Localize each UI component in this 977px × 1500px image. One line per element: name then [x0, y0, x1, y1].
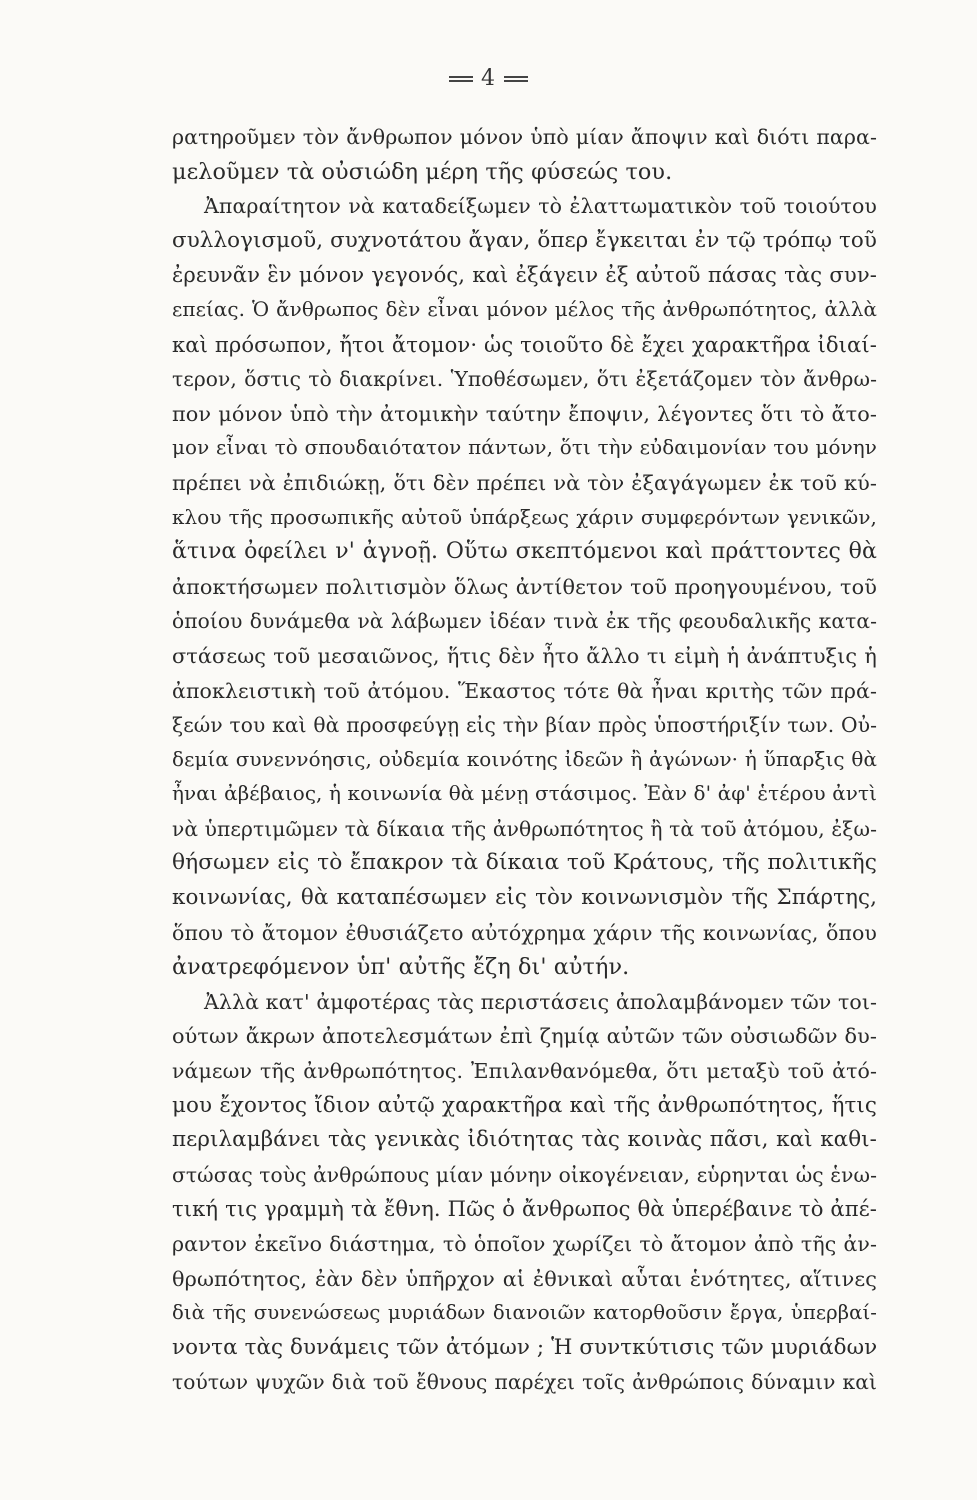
- text-line: ὁποίου δυνάμεθα νὰ λάβωμεν ἰδέαν τινὰ ἐκ τῆς φεουδαλικῆς κατα-: [172, 609, 877, 634]
- text-line: κοινωνίας, θὰ καταπέσωμεν εἰς τὸν κοινωνισμὸν τῆς Σπάρτης,: [172, 885, 877, 911]
- page-number-right-rule: [504, 76, 528, 82]
- text-line: ἀποκτήσωμεν πολιτισμὸν ὅλως ἀντίθετον τοῦ προηγουμένου, τοῦ: [172, 574, 877, 599]
- page-number: [0, 66, 977, 91]
- text-line: ρατηροῦμεν τὸν ἄνθρωπον μόνον ὑπὸ μίαν ἄποψιν καὶ διότι παρα-: [172, 125, 877, 149]
- text-line: πρέπει νὰ ἐπιδιώκῃ, ὅτι δὲν πρέπει νὰ τὸν ἐξαγάγωμεν ἐκ τοῦ κύ-: [172, 470, 877, 495]
- text-line: συλλογισμοῦ, συχνοτάτου ἄγαν, ὅπερ ἔγκειται ἐν τῷ τρόπῳ τοῦ: [172, 227, 877, 253]
- text-line: ἀνατρεφόμενον ὑπ' αὐτῆς ἔζη δι' αὐτήν.: [172, 954, 630, 981]
- text-line: ἐρευνᾶν ἓν μόνον γεγονός, καὶ ἐξάγειν ἐξ αὐτοῦ πάσας τὰς συν-: [172, 262, 877, 288]
- text-line: θήσωμεν εἰς τὸ ἔπακρον τὰ δίκαια τοῦ Κράτους, τῆς πολιτικῆς: [172, 850, 877, 876]
- text-line: μελοῦμεν τὰ οὐσιώδη μέρη τῆς φύσεώς του.: [172, 158, 673, 185]
- text-line: μον εἶναι τὸ σπουδαιότατον πάντων, ὅτι τὴν εὐδαιμονίαν του μόνην: [172, 436, 877, 460]
- page-number-left-rule: [449, 76, 473, 82]
- text-line: Ἀλλὰ κατ' ἀμφοτέρας τὰς περιστάσεις ἀπολαμβάνομεν τῶν τοι-: [204, 989, 877, 1014]
- text-line: ὅπου τὸ ἄτομον ἐθυσιάζετο αὐτόχρημα χάριν τῆς κοινωνίας, ὅπου: [172, 920, 877, 945]
- body-text: [172, 120, 877, 1400]
- text-line: διὰ τῆς συνενώσεως μυριάδων διανοιῶν κατορθοῦσιν ἔργα, ὑπερβαί-: [172, 1301, 877, 1325]
- text-line: ἀποκλειστικὴ τοῦ ἀτόμου. Ἕκαστος τότε θὰ ἦναι κριτὴς τῶν πρά-: [172, 678, 877, 703]
- text-line: Ἀπαραίτητον νὰ καταδείξωμεν τὸ ἐλαττωματικὸν τοῦ τοιούτου: [204, 194, 877, 219]
- text-line: νὰ ὑπερτιμῶμεν τὰ δίκαια τῆς ἀνθρωπότητος ἢ τὰ τοῦ ἀτόμου, ἐξω-: [172, 816, 877, 841]
- text-line: στάσεως τοῦ μεσαιῶνος, ἥτις δὲν ἦτο ἄλλο τι εἰμὴ ἡ ἀνάπτυξις ἡ: [172, 643, 877, 668]
- text-line: τική τις γραμμὴ τὰ ἔθνη. Πῶς ὁ ἄνθρωπος θὰ ὑπερέβαινε τὸ ἀπέ-: [172, 1196, 877, 1222]
- text-line: περιλαμβάνει τὰς γενικὰς ἰδιότητας τὰς κοινὰς πᾶσι, καὶ καθι-: [172, 1127, 877, 1153]
- text-line: τερον, ὅστις τὸ διακρίνει. Ὑποθέσωμεν, ὅτι ἐξετάζομεν τὸν ἄνθρω-: [172, 367, 877, 392]
- text-line: πον μόνον ὑπὸ τὴν ἀτομικὴν ταύτην ἔποψιν, λέγοντες ὅτι τὸ ἄτο-: [172, 401, 877, 426]
- text-line: καὶ πρόσωπον, ἤτοι ἄτομον· ὡς τοιοῦτο δὲ ἔχει χαρακτῆρα ἰδιαί-: [172, 331, 877, 357]
- text-line: θρωπότητος, ἐὰν δὲν ὑπῆρχον αἱ ἐθνικαὶ αὗται ἑνότητες, αἵτινες: [172, 1266, 877, 1291]
- text-line: ξεών του καὶ θὰ προσφεύγῃ εἰς τὴν βίαν πρὸς ὑποστήριξίν των. Οὐ-: [172, 713, 877, 738]
- text-line: επείας. Ὁ ἄνθρωπος δὲν εἶναι μόνον μέλος τῆς ἀνθρωπότητος, ἀλλὰ: [172, 297, 877, 321]
- text-line: τούτων ψυχῶν διὰ τοῦ ἔθνους παρέχει τοῖς ἀνθρώποις δύναμιν καὶ: [172, 1370, 877, 1395]
- text-line: κλου τῆς προσωπικῆς αὐτοῦ ὑπάρξεως χάριν συμφερόντων γενικῶν,: [172, 505, 877, 529]
- text-line: στώσας τοὺς ἀνθρώπους μίαν μόνην οἰκογένειαν, εὑρηνται ὡς ἑνω-: [172, 1162, 877, 1187]
- page-number-value: 4: [481, 66, 496, 91]
- text-line: νοντα τὰς δυνάμεις τῶν ἀτόμων ; Ἡ συντκύτισις τῶν μυριάδων: [172, 1334, 878, 1360]
- text-line: δεμία συνεννόησις, οὐδεμία κοινότης ἰδεῶν ἢ ἀγώνων· ἡ ὕπαρξις θὰ: [172, 747, 877, 771]
- text-line: ἅτινα ὀφείλει ν' ἀγνοῇ. Οὕτω σκεπτόμενοι καὶ πράττοντες θὰ: [172, 539, 877, 565]
- text-line: μου ἔχοντος ἴδιον αὐτῷ χαρακτῆρα καὶ τῆς ἀνθρωπότητος, ἥτις: [172, 1092, 877, 1118]
- text-line: ραντον ἐκεῖνο διάστημα, τὸ ὁποῖον χωρίζει τὸ ἄτομον ἀπὸ τῆς ἀν-: [172, 1232, 877, 1256]
- text-line: ἦναι ἀβέβαιος, ἡ κοινωνία θὰ μένῃ στάσιμος. Ἐὰν δ' ἀφ' ἑτέρου ἀντὶ: [172, 782, 877, 806]
- text-line: ούτων ἄκρων ἀποτελεσμάτων ἐπὶ ζημίᾳ αὐτῶν τῶν οὐσιωδῶν δυ-: [172, 1024, 877, 1049]
- text-line: νάμεων τῆς ἀνθρωπότητος. Ἐπιλανθανόμεθα, ὅτι μεταξὺ τοῦ ἀτό-: [172, 1059, 877, 1084]
